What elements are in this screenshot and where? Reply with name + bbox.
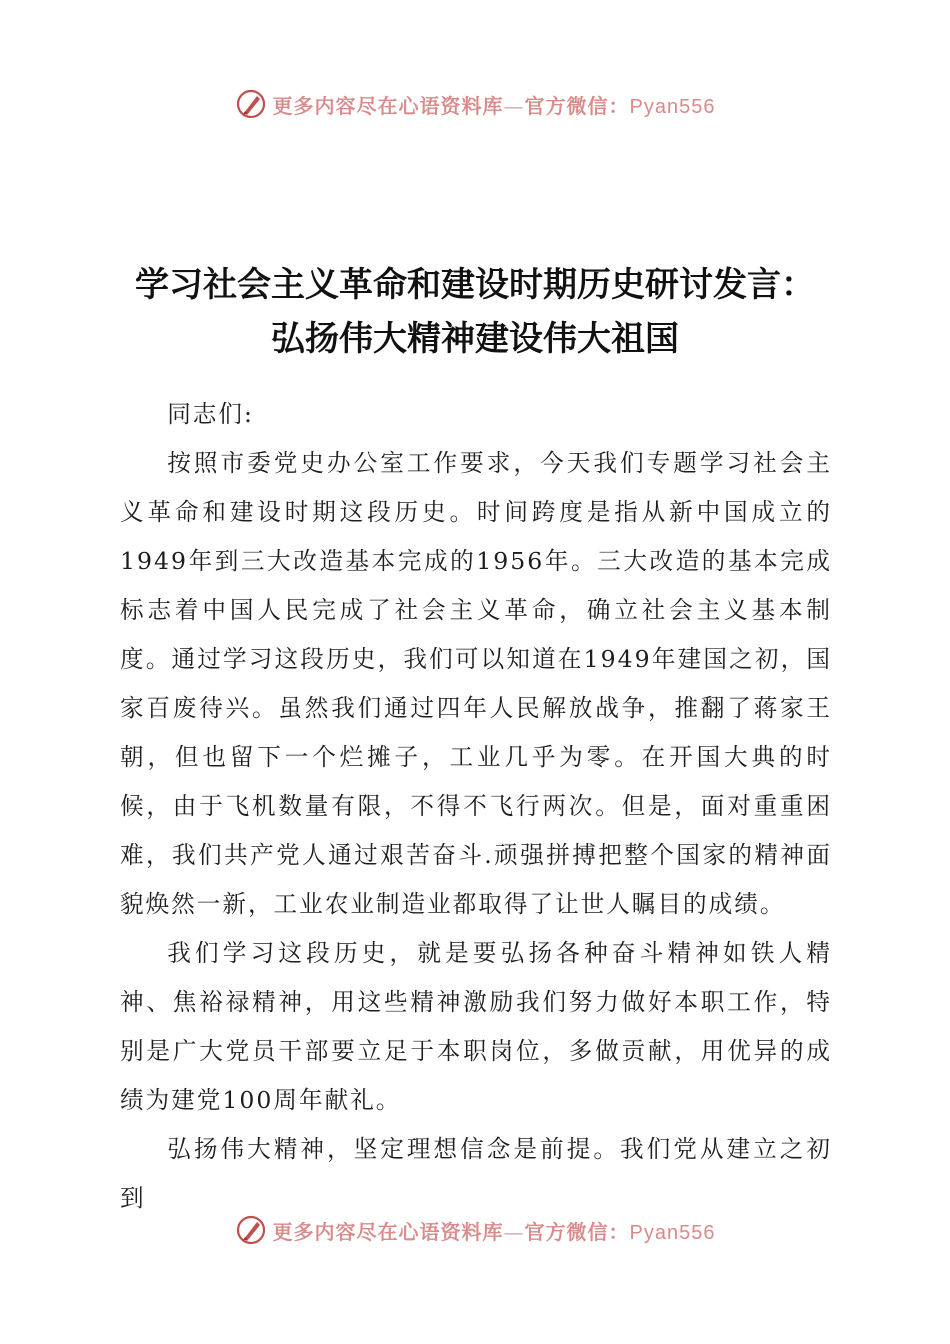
paragraph: 按照市委党史办公室工作要求，今天我们专题学习社会主义革命和建设时期这段历史。时间跨度是指从新中国成立的1949年到三大改造基本完成的1956年。三大改造的基本完成标志着中国人民完成了社会主义革命，确立社会主义基本制度。通过学习这段历史，我们可以知道在1949年建国之初，国家百废待兴。虽然我们通过四年人民解放战争，推翻了蒋家王朝，但也留下一个烂摊子，工业几乎为零。在开国大典的时候，由于飞机数量有限，不得不飞行两次。但是，面对重重困难，我们共产党人通过艰苦奋斗.顽强拼搏把整个国家的精神面貌焕然一新，工业农业制造业都取得了让世人瞩目的成绩。 [120, 449, 832, 918]
title-line-1: 学习社会主义革命和建设时期历史研讨发言： [135, 265, 815, 305]
watermark-text: 更多内容尽在心语资料库—官方微信：Pyan556 [272, 1219, 716, 1244]
paragraph: 我们学习这段历史，就是要弘扬各种奋斗精神如铁人精神、焦裕禄精神，用这些精神激励我们努力做好本职工作，特别是广大党员干部要立足于本职岗位，多做贡献，用优异的成绩为建党100周年献礼。 [120, 939, 832, 1114]
document-body [120, 390, 832, 1223]
paragraph: 弘扬伟大精神，坚定理想信念是前提。我们党从建立之初到 [120, 1135, 832, 1212]
salutation: 同志们: [167, 400, 254, 428]
quill-pen-logo-icon [235, 88, 267, 120]
watermark-text: 更多内容尽在心语资料库—官方微信：Pyan556 [272, 93, 716, 118]
title-line-2: 弘扬伟大精神建设伟大祖国 [271, 319, 679, 359]
document-title [0, 258, 950, 366]
quill-pen-logo-icon [235, 1214, 267, 1246]
footer-watermark [0, 1210, 950, 1250]
header-watermark [0, 84, 950, 124]
